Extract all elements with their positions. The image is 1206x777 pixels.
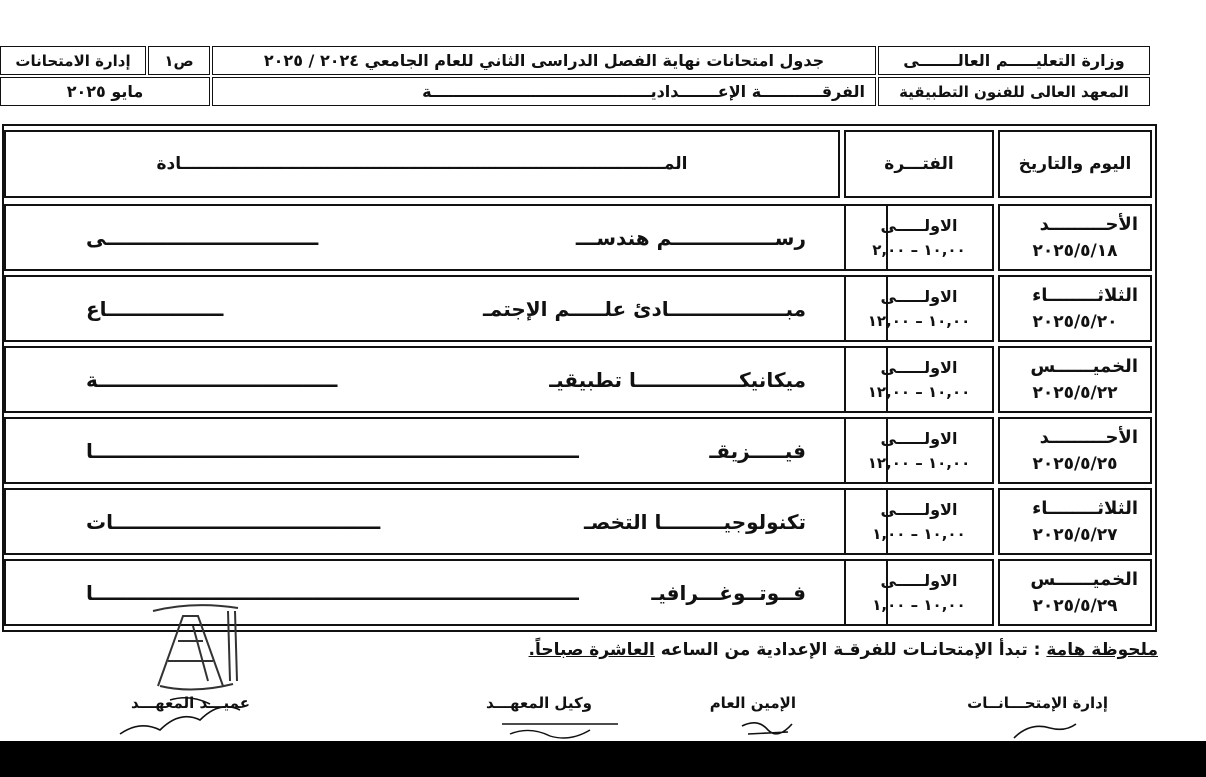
table-row	[998, 346, 1152, 413]
table-row	[998, 204, 1152, 271]
note-text: : تبدأ الإمتحانـات للفرقـة الإعدادية من الساعه	[654, 640, 1047, 660]
schedule-title-box	[212, 46, 876, 75]
period-name: الاولـــــى	[880, 429, 958, 448]
subject-name-end: ـــــــــــــــــــــــــــــــــــــــات	[86, 509, 381, 534]
subject-name-start: مبـــــــــــــــــادئ علـــــم الإجتمـ	[482, 296, 806, 321]
month-box	[0, 77, 210, 106]
day-name: الخميــــــس	[1030, 356, 1138, 377]
period-time: ١٠,٠٠ – ١٢,٠٠	[867, 383, 971, 401]
exam-date: ٢٠٢٥/٥/٢٥	[1032, 454, 1118, 474]
institute-box	[878, 77, 1150, 106]
header-day-label: اليوم والتاريخ	[1018, 154, 1132, 174]
header-day-cell	[998, 130, 1152, 198]
header-subject-label: المـــــــــــــــــــــــــــــــــــــــــــــــــــــــــــــــــــــــــــــــــــادة	[156, 154, 688, 174]
header-period-label: الفتـــرة	[884, 154, 954, 174]
exam-month: مايو ٢٠٢٥	[66, 82, 144, 101]
period-time: ١٠,٠٠ – ١٢,٠٠	[867, 312, 971, 330]
exam-date: ٢٠٢٥/٥/٢٧	[1032, 525, 1118, 545]
note-time: العاشرة صباحاً.	[528, 640, 655, 660]
institute-stamp	[138, 596, 248, 696]
period-time: ١٠,٠٠ – ١٢,٠٠	[867, 454, 971, 472]
subject-name-end: ـــــــــــــــــــــــــــــــــــة	[86, 367, 338, 392]
subject-cell	[4, 488, 888, 555]
subject-name-end: ـــــــــــــــــــــــــــــــــــــــــــــــــــــــــــــــــــــــا	[86, 438, 579, 463]
table-row	[998, 417, 1152, 484]
period-time: ١٠,٠٠ – ٢,٠٠	[872, 241, 966, 259]
day-name: الثلاثــــــــاء	[1032, 285, 1138, 306]
important-note	[529, 640, 1158, 660]
subject-name-start: رســـــــــــــــم هندســـ	[575, 225, 806, 250]
ministry-box	[878, 46, 1150, 75]
subject-name-end: ـــــــــــــــــــــــــــــــــــــــــــــــــــــــــــــــــــــــا	[86, 580, 579, 605]
subject-cell	[4, 275, 888, 342]
subject-cell	[4, 346, 888, 413]
exams-admin-label: إدارة الامتحانات	[15, 51, 131, 70]
signature-deputy	[486, 694, 592, 712]
subject-name-start: ميكانيكـــــــــــــــا تطبيقيـ	[549, 367, 806, 392]
subject-cell	[4, 417, 888, 484]
period-name: الاولـــــى	[880, 287, 958, 306]
handwritten-signature	[500, 720, 620, 742]
black-bar	[0, 741, 1206, 777]
header-period-cell	[844, 130, 994, 198]
handwritten-signature	[1010, 718, 1080, 742]
period-name: الاولـــــى	[880, 358, 958, 377]
page-number-box	[148, 46, 210, 75]
ministry-name: وزارة التعليـــــم العالـــــــى	[903, 51, 1125, 70]
subject-name-end: ـــــــــــــــــاع	[86, 296, 224, 321]
table-row	[998, 559, 1152, 626]
exams-admin-signatory: إدارة الإمتحـــانــات	[967, 694, 1108, 712]
subject-name-start: فــوتــوغـــرافيـ	[651, 580, 806, 605]
dean-signatory: عميـــد المعهـــد	[131, 694, 250, 712]
signature-secretary-general	[710, 694, 796, 712]
exam-date: ٢٠٢٥/٥/٢٠	[1032, 312, 1118, 332]
day-name: الأحـــــــــد	[1039, 214, 1138, 235]
deputy-signatory: وكيل المعهـــد	[485, 694, 592, 712]
period-name: الاولـــــى	[880, 216, 958, 235]
secretary-signatory: الإمين العام	[709, 694, 796, 712]
period-name: الاولـــــى	[880, 500, 958, 519]
period-time: ١٠,٠٠ – ١,٠٠	[872, 525, 966, 543]
class-name: الفرقـــــــــــة الإعـــــــداديــــــــــــــــــــــــــــــــــــــــة	[422, 82, 865, 101]
signature-exams-admin	[967, 694, 1108, 712]
subject-name-end: ـــــــــــــــــــــــــــــــى	[86, 225, 319, 250]
table-row	[998, 488, 1152, 555]
period-time: ١٠,٠٠ – ١,٠٠	[872, 596, 966, 614]
schedule-title: جدول امتحانات نهاية الفصل الدراسى الثاني للعام الجامعي ٢٠٢٤ / ٢٠٢٥	[263, 51, 825, 70]
exam-date: ٢٠٢٥/٥/٢٢	[1032, 383, 1118, 403]
page-number: ص١	[164, 51, 194, 70]
subject-name-start: فيـــــزيقـ	[709, 438, 806, 463]
handwritten-signature	[110, 690, 250, 740]
institute-name: المعهد العالى للفنون التطبيقية	[899, 82, 1129, 101]
day-name: الثلاثــــــــاء	[1032, 498, 1138, 519]
period-name: الاولـــــى	[880, 571, 958, 590]
exams-admin-box	[0, 46, 146, 75]
subject-cell	[4, 204, 888, 271]
handwritten-signature	[738, 716, 798, 742]
exam-date: ٢٠٢٥/٥/٢٩	[1032, 596, 1118, 616]
note-label: ملحوظة هامة	[1046, 640, 1158, 660]
subject-cell	[4, 559, 888, 626]
header-subject-cell	[4, 130, 840, 198]
exam-date: ٢٠٢٥/٥/١٨	[1032, 241, 1118, 261]
day-name: الخميــــــس	[1030, 569, 1138, 590]
table-row	[998, 275, 1152, 342]
class-name-box	[212, 77, 876, 106]
day-name: الأحـــــــــد	[1039, 427, 1138, 448]
subject-name-start: تكنولوجيـــــــــا التخصـ	[584, 509, 806, 534]
